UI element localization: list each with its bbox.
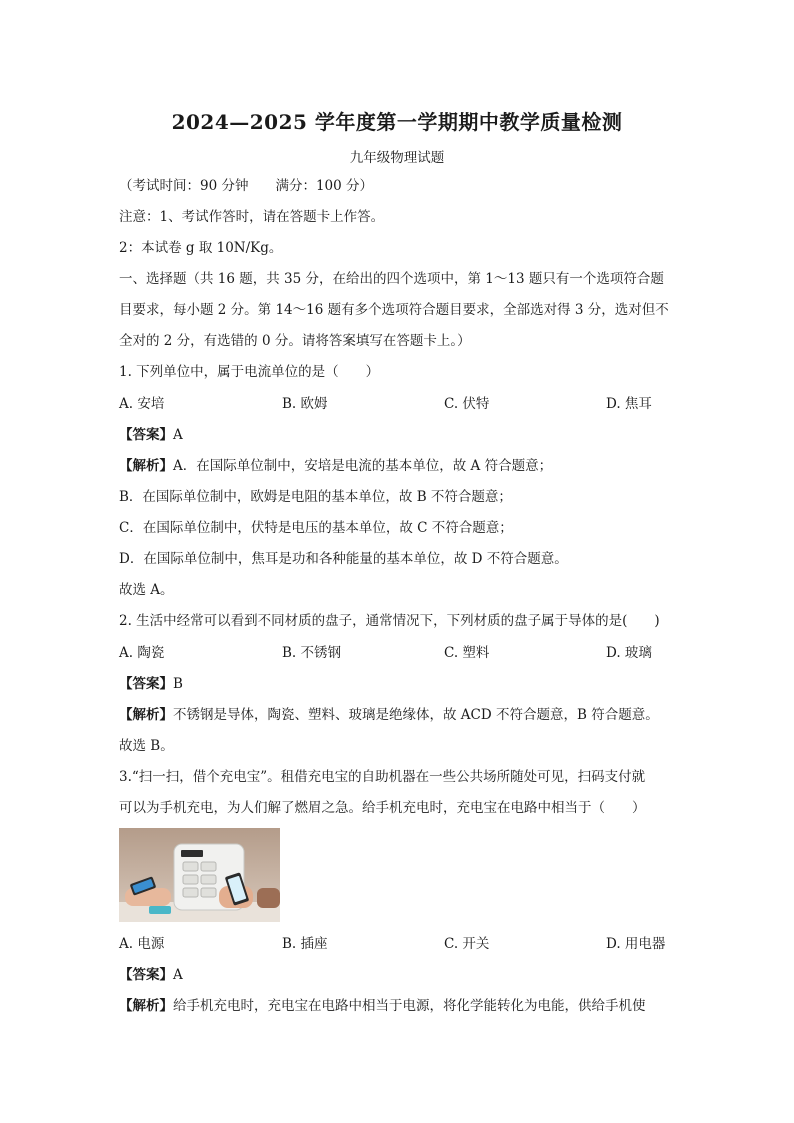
section-intro-line: 目要求，每小题 2 分。第 14～16 题有多个选项符合题目要求，全部选对得 3 分，选对但不 xyxy=(119,302,669,318)
q1-analysis-line xyxy=(119,457,552,475)
section-intro-line: 全对的 2 分，有选错的 0 分。请将答案填写在答题卡上。） xyxy=(119,333,471,349)
q1-analysis-line: B．在国际单位制中，欧姆是电阻的基本单位，故 B 不符合题意； xyxy=(119,489,512,505)
answer-value: A xyxy=(173,967,183,983)
q2-option-a: A. 陶瓷 xyxy=(119,645,165,661)
q3-option-b: B. 插座 xyxy=(282,936,328,952)
q2-conclusion: 故选 B。 xyxy=(119,738,174,754)
q2-answer xyxy=(119,675,183,693)
note-2: 2：本试卷 g 取 10N/Kg。 xyxy=(119,240,283,256)
analysis-text: A．在国际单位制中，安培是电流的基本单位，故 A 符合题意； xyxy=(173,458,553,474)
q2-option-b: B. 不锈钢 xyxy=(282,645,342,661)
power-bank-photo xyxy=(119,828,280,922)
q3-option-c: C. 开关 xyxy=(444,936,490,952)
analysis-text: 给手机充电时，充电宝在电路中相当于电源，将化学能转化为电能，供给手机使 xyxy=(173,998,646,1014)
q1-answer xyxy=(119,426,183,444)
exam-info: （考试时间：90 分钟 满分：100 分） xyxy=(119,178,374,194)
q2-option-c: C. 塑料 xyxy=(444,645,490,661)
q3-analysis-line xyxy=(119,997,646,1015)
answer-tag: 【答案】 xyxy=(119,676,173,692)
q2-option-d: D. 玻璃 xyxy=(606,645,652,661)
note-1: 注意：1、考试作答时，请在答题卡上作答。 xyxy=(119,209,385,225)
q1-option-a: A. 安培 xyxy=(119,396,165,412)
q2-analysis-line xyxy=(119,706,659,724)
question-3-stem: 可以为手机充电，为人们解了燃眉之急。给手机充电时，充电宝在电路中相当于（ ） xyxy=(119,800,646,816)
q1-conclusion: 故选 A。 xyxy=(119,582,174,598)
q1-option-b: B. 欧姆 xyxy=(282,396,328,412)
q1-analysis-line: D．在国际单位制中，焦耳是功和各种能量的基本单位，故 D 不符合题意。 xyxy=(119,551,568,567)
answer-value: A xyxy=(173,427,183,443)
q1-option-d: D. 焦耳 xyxy=(606,396,652,412)
question-1-stem: 1. 下列单位中，属于电流单位的是（ ） xyxy=(119,364,380,380)
question-3-stem: 3.“扫一扫，借个充电宝”。租借充电宝的自助机器在一些公共场所随处可见，扫码支付就 xyxy=(119,769,646,785)
answer-tag: 【答案】 xyxy=(119,967,173,983)
page-title: 2024—2025 学年度第一学期期中教学质量检测 xyxy=(171,110,623,134)
analysis-tag: 【解析】 xyxy=(119,998,173,1014)
q3-answer xyxy=(119,966,183,984)
section-intro-line: 一、选择题（共 16 题，共 35 分，在给出的四个选项中，第 1～13 题只有一个选项符合题 xyxy=(119,271,664,287)
answer-value: B xyxy=(173,676,183,692)
q3-option-a: A. 电源 xyxy=(119,936,165,952)
analysis-text: 不锈钢是导体，陶瓷、塑料、玻璃是绝缘体，故 ACD 不符合题意，B 符合题意。 xyxy=(173,707,659,723)
analysis-tag: 【解析】 xyxy=(119,458,173,474)
answer-tag: 【答案】 xyxy=(119,427,173,443)
question-2-stem: 2. 生活中经常可以看到不同材质的盘子，通常情况下，下列材质的盘子属于导体的是( ) xyxy=(119,613,660,629)
q3-option-d: D. 用电器 xyxy=(606,936,666,952)
page-subtitle: 九年级物理试题 xyxy=(349,150,445,166)
analysis-tag: 【解析】 xyxy=(119,707,173,723)
q1-analysis-line: C．在国际单位制中，伏特是电压的基本单位，故 C 不符合题意； xyxy=(119,520,513,536)
q1-option-c: C. 伏特 xyxy=(444,396,490,412)
